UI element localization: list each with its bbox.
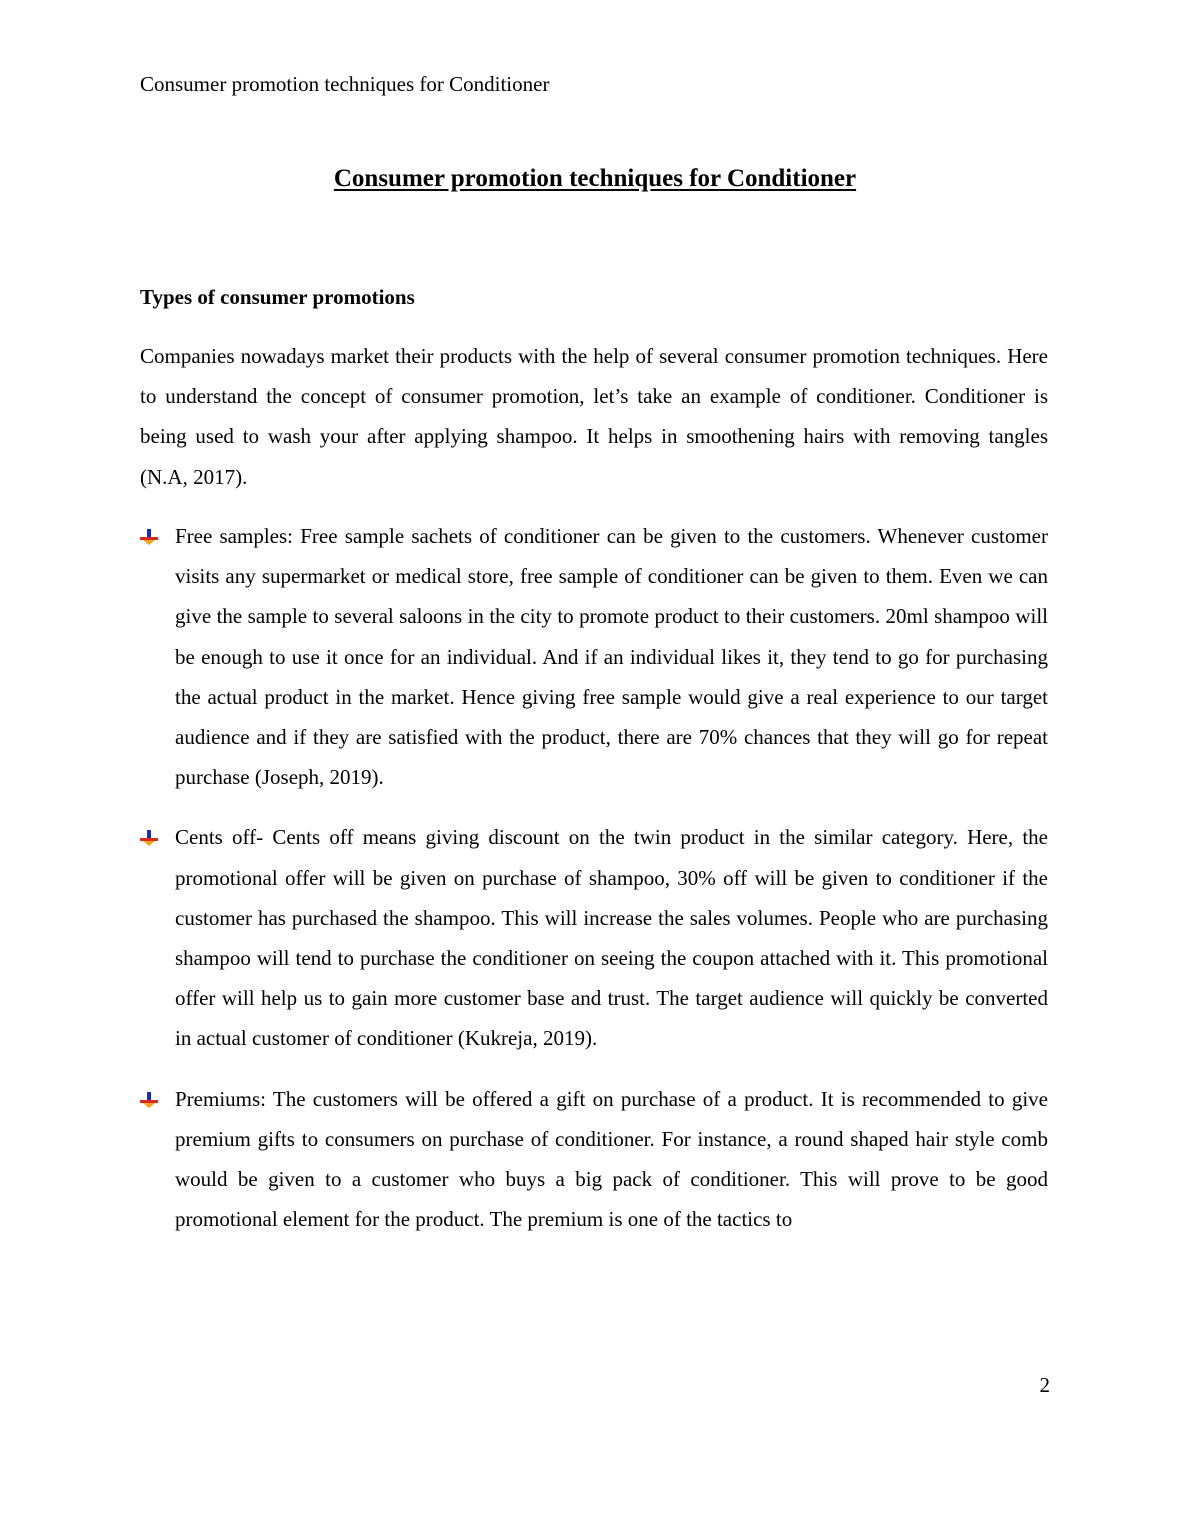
bullet-text: Free samples: Free sample sachets of conditioner can be given to the customers. Whenever customer visits any supermarket or medical store, free sample of conditioner can be given to them. Even we can give the sample to several saloons in the city to promote product to their customers. 20ml shampoo will be enough to use it once for an individual. And if an individual likes it, they tend to go for purchasing the actual product in the market. Hence giving free sample would give a real experience to our target audience and if they are satisfied with the product, there are 70% chances that they will go for repeat purchase (Joseph, 2019). bbox=[175, 524, 1048, 790]
document-title-block bbox=[0, 163, 1190, 195]
intro-paragraph: Companies nowadays market their products with the help of several consumer promotion techniques. Here to understand the concept of consumer promotion, let’s take an example of conditioner. Conditioner is being used to wash your after applying shampoo. It helps in smoothening hairs with removing tangles (N.A, 2017). bbox=[140, 344, 1048, 489]
bullet-text: Cents off- Cents off means giving discount on the twin product in the similar category. Here, the promotional offer will be given on purchase of shampoo, 30% off will be given to conditioner if the customer has purchased the shampoo. This will increase the sales volumes. People who are purchasing shampoo will tend to purchase the conditioner on seeing the coupon attached with it. This promotional offer will help us to gain more customer base and trust. The target audience will quickly be converted in actual customer of conditioner (Kukreja, 2019). bbox=[175, 825, 1048, 1051]
page-number: 2 bbox=[1039, 1373, 1050, 1397]
section-heading: Types of consumer promotions bbox=[140, 285, 415, 309]
bullet-text: Premiums: The customers will be offered a gift on purchase of a product. It is recommended to give premium gifts to consumers on purchase of conditioner. For instance, a round shaped hair style comb would be given to a customer who buys a big pack of conditioner. This will prove to be good promotional element for the product. The premium is one of the tactics to bbox=[175, 1086, 1048, 1232]
bullet-item-free-samples bbox=[140, 516, 1048, 797]
promotion-bullet-list bbox=[140, 516, 1048, 1259]
document-title: Consumer promotion techniques for Conditioner bbox=[333, 165, 857, 192]
arrow-bullet-icon bbox=[140, 1092, 158, 1108]
running-header: Consumer promotion techniques for Conditioner bbox=[140, 72, 550, 96]
bullet-item-premiums bbox=[140, 1079, 1048, 1240]
bullet-item-cents-off bbox=[140, 817, 1048, 1058]
arrow-bullet-icon bbox=[140, 830, 158, 846]
arrow-bullet-icon bbox=[140, 529, 158, 545]
